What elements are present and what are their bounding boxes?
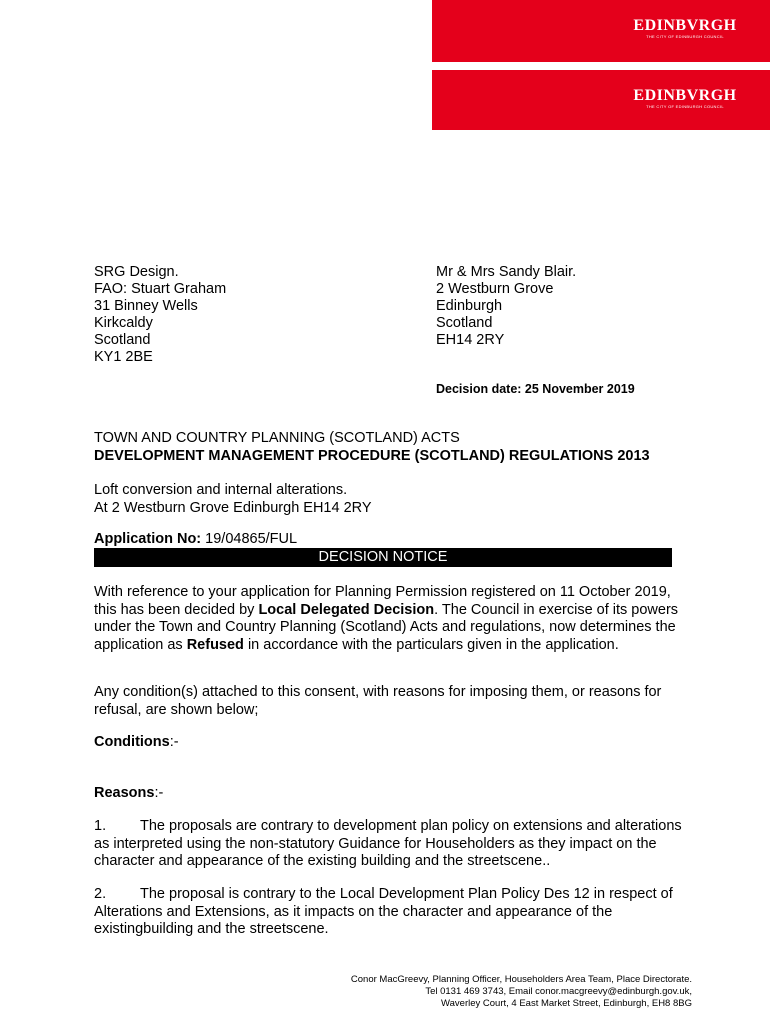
reason-item xyxy=(94,886,694,939)
application-value: 19/04865/FUL xyxy=(201,531,298,547)
reference-text: With reference to your application for Planning Permission registered on 11 October 2019, this has been decided by xyxy=(94,584,671,618)
conditions-intro: Any condition(s) attached to this consent, with reasons for imposing them, or reasons for refusal, are shown below; xyxy=(94,684,662,718)
council-logo-duplicate xyxy=(620,88,750,110)
reason-item xyxy=(94,818,694,871)
acts-line: TOWN AND COUNTRY PLANNING (SCOTLAND) ACTS xyxy=(94,430,460,446)
council-logo xyxy=(620,18,750,40)
decision-notice-bar: DECISION NOTICE xyxy=(94,548,672,567)
address-line: Scotland xyxy=(94,332,151,348)
address-line: 2 Westburn Grove xyxy=(436,281,554,297)
reason-text: The proposals are contrary to development plan policy on extensions and alterations as interpreted using the non-statutory Guidance for Householders as they impact on the character and appearance of the existing building and the streetscene.. xyxy=(94,818,682,869)
reference-paragraph xyxy=(94,584,694,654)
address-line: Scotland xyxy=(436,315,493,331)
proposal-address: At 2 Westburn Grove Edinburgh EH14 2RY xyxy=(94,499,372,516)
address-line: Kirkcaldy xyxy=(94,315,153,331)
proposal-description xyxy=(94,482,694,517)
conditions-heading xyxy=(94,734,694,752)
address-line: SRG Design. xyxy=(94,264,179,280)
officer-footer xyxy=(351,974,692,1010)
regulations-line: DEVELOPMENT MANAGEMENT PROCEDURE (SCOTLAND) REGULATIONS 2013 xyxy=(94,447,650,464)
acts-heading xyxy=(94,430,694,465)
reference-text: . The Council in exercise of its powers under the Town and Country Planning (Scotland) Acts and regulations, now determines the application as xyxy=(94,601,679,653)
reason-text: The proposal is contrary to the Local Development Plan Policy Des 12 in respect of Alterations and Extensions, as it impacts on the character and appearance of the existingbuilding and the streetscene. xyxy=(94,886,673,937)
reason-number: 2. xyxy=(94,886,107,902)
logo-name: EDINBVRGH xyxy=(633,87,737,104)
reason-number: 1. xyxy=(94,818,107,834)
decision-date: Decision date: 25 November 2019 xyxy=(436,382,635,396)
application-number xyxy=(94,531,694,549)
applicant-address xyxy=(436,264,576,349)
proposal-line: Loft conversion and internal alterations. xyxy=(94,482,348,498)
decision-outcome: Refused xyxy=(186,636,244,653)
application-label: Application No: xyxy=(94,531,202,547)
address-line: Edinburgh xyxy=(436,298,503,314)
address-line: EH14 2RY xyxy=(436,332,505,348)
decision-type: Local Delegated Decision xyxy=(258,601,435,618)
footer-line: Tel 0131 469 3743, Email conor.macgreevy@edinburgh.gov.uk, xyxy=(425,986,692,997)
address-line: 31 Binney Wells xyxy=(94,298,198,314)
reasons-label: Reasons xyxy=(94,785,155,801)
footer-line: Waverley Court, 4 East Market Street, Edinburgh, EH8 8BG xyxy=(441,998,692,1009)
council-banner-duplicate xyxy=(432,70,770,130)
address-line: KY1 2BE xyxy=(94,349,153,365)
footer-line: Conor MacGreevy, Planning Officer, Householders Area Team, Place Directorate. xyxy=(350,974,692,985)
reference-text: in accordance with the particulars given in the application. xyxy=(243,636,619,653)
logo-name: EDINBVRGH xyxy=(633,17,737,34)
address-line: FAO: Stuart Graham xyxy=(94,281,227,297)
reasons-heading xyxy=(94,785,694,803)
reasons-suffix: :- xyxy=(154,785,164,801)
logo-subtitle: THE CITY OF EDINBURGH COUNCIL xyxy=(646,104,724,109)
council-banner xyxy=(432,0,770,62)
conditions-label: Conditions xyxy=(94,734,170,750)
conditions-suffix: :- xyxy=(169,734,179,750)
agent-address xyxy=(94,264,226,366)
address-line: Mr & Mrs Sandy Blair. xyxy=(436,264,577,280)
logo-subtitle: THE CITY OF EDINBURGH COUNCIL xyxy=(646,34,724,39)
